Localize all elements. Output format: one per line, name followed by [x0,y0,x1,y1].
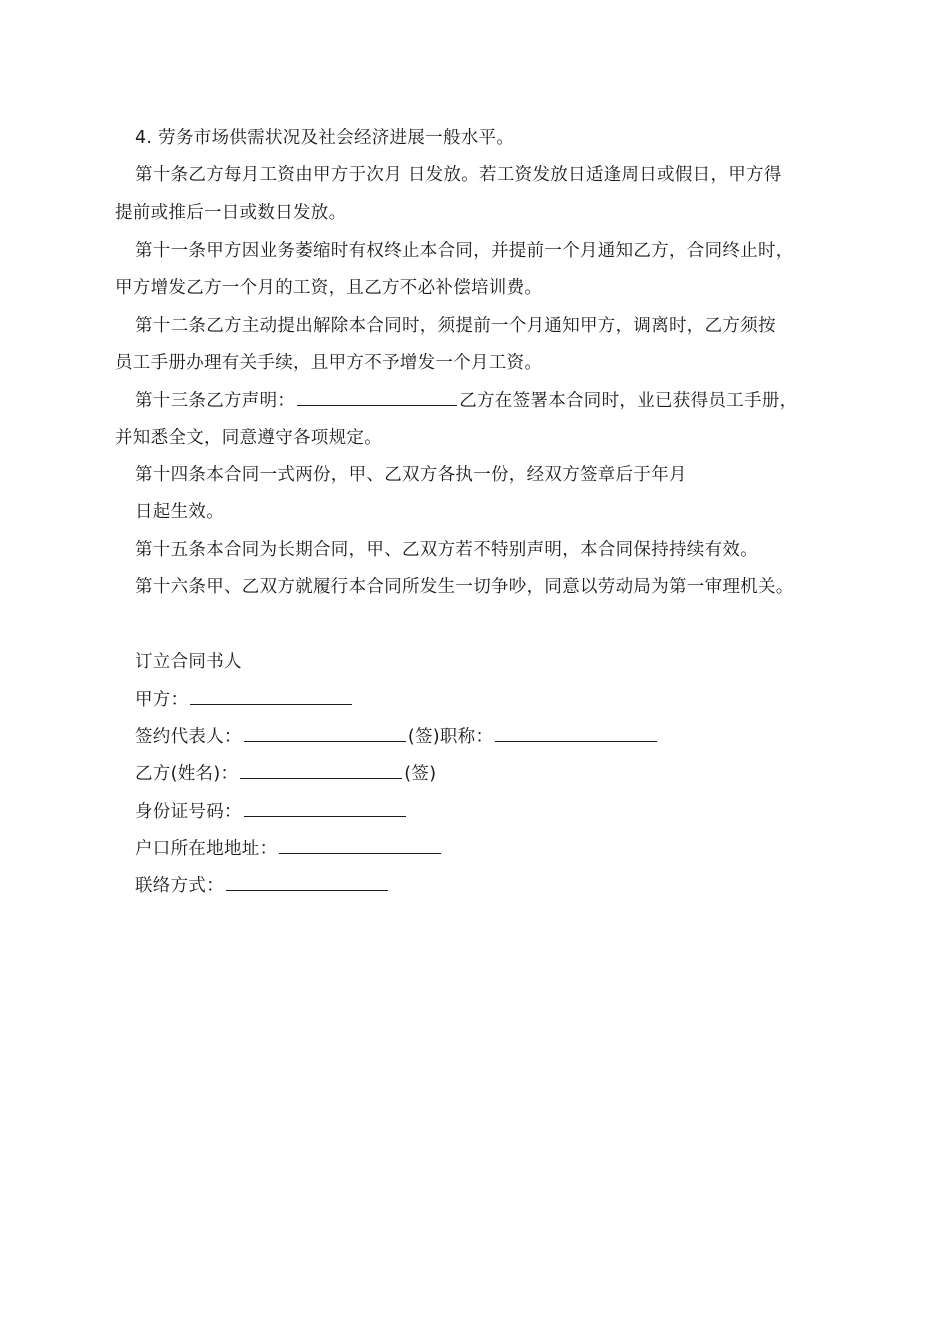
contact-label: 联络方式： [135,876,224,896]
article-10-line-2: 提前或推后一日或数日发放。 [115,203,347,223]
party-b-row [135,761,436,786]
article-14-line-1: 第十四条本合同一式两份，甲、乙双方各执一份，经双方签章后于年月 [135,465,687,485]
article-11-line-1: 第十一条甲方因业务萎缩时有权终止本合同，并提前一个月通知乙方，合同终止时， [135,241,794,261]
party-a-field[interactable] [190,687,352,705]
id-number-label: 身份证号码： [135,802,242,822]
article-16: 第十六条甲、乙双方就履行本合同所发生一切争吵，同意以劳动局为第一审理机关。 [135,577,794,597]
article-13-text-a: 第十三条乙方声明： [135,391,296,411]
article-11-line-2: 甲方增发乙方一个月的工资，且乙方不必补偿培训费。 [115,278,543,298]
declaration-blank[interactable] [297,388,457,406]
party-a-label: 甲方： [135,690,189,710]
job-title-label: 职称： [439,727,494,747]
party-b-label: 乙方(姓名)： [135,764,239,784]
address-label: 户口所在地地址： [135,839,278,859]
contact-field[interactable] [226,873,388,891]
job-title-field[interactable] [495,724,657,742]
id-number-field[interactable] [244,799,406,817]
article-12-line-1: 第十二条乙方主动提出解除本合同时，须提前一个月通知甲方，调离时，乙方须按 [135,316,776,336]
article-15: 第十五条本合同为长期合同，甲、乙双方若不特别声明，本合同保持持续有效。 [135,540,758,560]
sign-mark-1: (签) [407,727,440,747]
party-a-row [135,687,354,712]
contact-row [135,873,390,898]
address-row [135,836,443,861]
representative-row [135,724,659,749]
representative-field[interactable] [244,724,406,742]
signatories-heading: 订立合同书人 [135,652,242,672]
address-field[interactable] [279,836,441,854]
article-13-line-1 [135,388,797,413]
article-14-line-2: 日起生效。 [135,502,224,522]
article-13-text-b: 乙方在签署本合同时，业已获得员工手册， [459,391,798,411]
clause-4: 4. 劳务市场供需状况及社会经济进展一般水平。 [135,128,515,148]
id-number-row [135,799,408,824]
representative-label: 签约代表人： [135,727,242,747]
article-12-line-2: 员工手册办理有关手续，且甲方不予增发一个月工资。 [115,353,543,373]
sign-mark-2: (签) [404,764,437,784]
party-b-field[interactable] [240,761,402,779]
article-13-line-2: 并知悉全文，同意遵守各项规定。 [115,428,382,448]
article-10-line-1: 第十条乙方每月工资由甲方于次月 日发放。若工资发放日适逢周日或假日，甲方得 [135,165,782,185]
